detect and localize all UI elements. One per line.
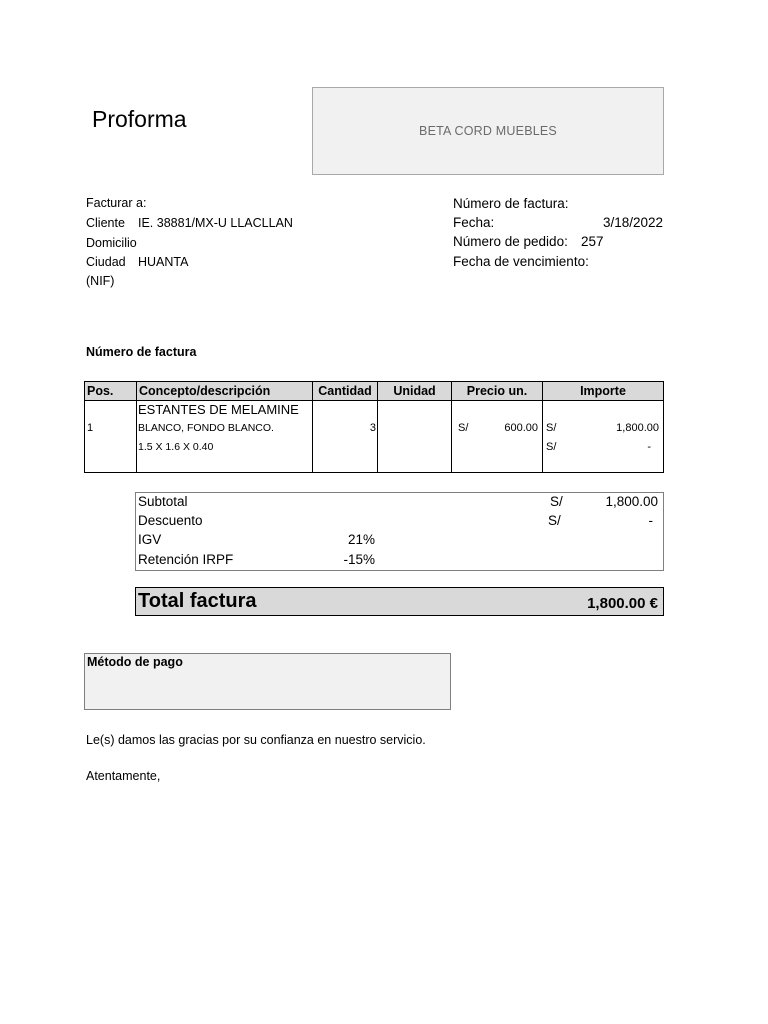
row-quantity: 3 xyxy=(369,422,376,434)
totals-box xyxy=(135,492,664,571)
document-title: Proforma xyxy=(92,106,187,132)
igv-label: IGV xyxy=(138,532,162,547)
row-concept-line1: ESTANTES DE MELAMINE xyxy=(138,402,299,417)
items-table xyxy=(84,381,664,473)
header-unit: Unidad xyxy=(393,384,436,398)
row-unit-price-currency: S/ xyxy=(458,422,469,434)
row-concept-line2: BLANCO, FONDO BLANCO. xyxy=(138,422,274,434)
nif-label: (NIF) xyxy=(86,274,115,288)
company-logo-box xyxy=(312,87,664,175)
irpf-value: -15% xyxy=(343,552,375,567)
discount-currency: S/ xyxy=(548,513,561,528)
header-concept: Concepto/descripción xyxy=(139,384,271,398)
invoice-number-label: Número de factura: xyxy=(453,196,569,211)
company-name: BETA CORD MUEBLES xyxy=(419,124,557,138)
discount-label: Descuento xyxy=(138,513,203,528)
due-date-label: Fecha de vencimiento: xyxy=(453,254,589,269)
client-value: IE. 38881/MX-U LLACLLAN xyxy=(138,216,293,230)
address-label: Domicilio xyxy=(86,236,137,250)
subtotal-value: 1,800.00 xyxy=(605,494,658,509)
row-unit-price: 600.00 xyxy=(504,422,538,434)
grand-total-value: 1,800.00 € xyxy=(587,595,658,612)
payment-method-label: Método de pago xyxy=(87,655,183,669)
header-unit-price: Precio un. xyxy=(466,384,528,398)
order-number-label: Número de pedido: xyxy=(453,234,568,249)
billing-heading: Facturar a: xyxy=(86,196,147,210)
row-amount: 1,800.00 xyxy=(616,422,659,434)
header-amount: Importe xyxy=(580,384,626,398)
row-amount2: - xyxy=(647,441,651,453)
row-amount-currency: S/ xyxy=(546,422,557,434)
thanks-message: Le(s) damos las gracias por su confianza en nuestro servicio. xyxy=(86,733,426,747)
header-quantity: Cantidad xyxy=(318,384,372,398)
row-concept-line3: 1.5 X 1.6 X 0.40 xyxy=(138,441,214,453)
grand-total-label: Total factura xyxy=(138,590,257,612)
irpf-label: Retención IRPF xyxy=(138,552,234,567)
row-amount2-currency: S/ xyxy=(546,441,557,453)
igv-value: 21% xyxy=(347,532,375,547)
city-label: Ciudad xyxy=(86,255,126,269)
subtotal-currency: S/ xyxy=(550,494,563,509)
row-pos: 1 xyxy=(87,422,94,434)
section-title: Número de factura xyxy=(86,345,197,359)
closing-text: Atentamente, xyxy=(86,769,161,783)
header-pos: Pos. xyxy=(87,384,114,398)
client-label: Cliente xyxy=(86,216,125,230)
payment-method-box xyxy=(84,653,451,710)
grand-total-box xyxy=(135,587,664,616)
city-value: HUANTA xyxy=(138,255,189,269)
subtotal-label: Subtotal xyxy=(138,494,188,509)
discount-value: - xyxy=(648,513,653,528)
date-value: 3/18/2022 xyxy=(602,215,663,230)
order-number-value: 257 xyxy=(581,234,604,249)
date-label: Fecha: xyxy=(453,215,495,230)
